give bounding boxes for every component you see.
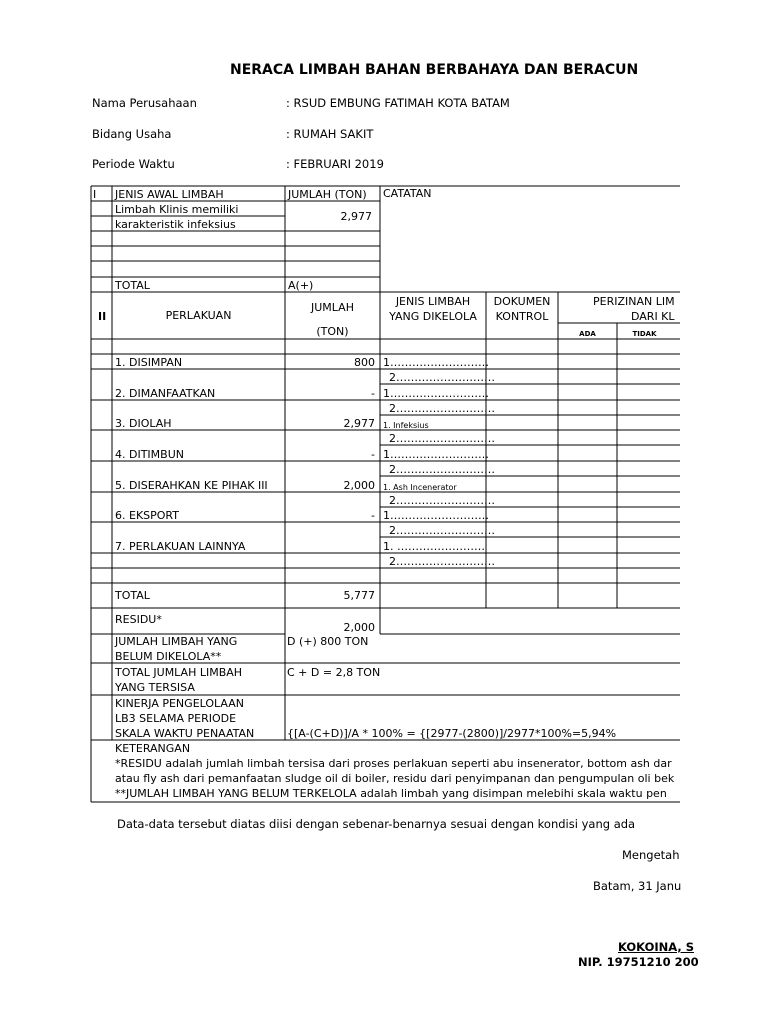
treatment-waste-1: 1………………………: [383, 356, 489, 369]
treatment-waste-1: 1. Infeksius: [383, 421, 429, 430]
treatment-label: 1. DISIMPAN: [115, 356, 183, 369]
performance-label-line-3: SKALA WAKTU PENAATAN: [115, 727, 255, 740]
company-value: : RSUD EMBUNG FATIMAH KOTA BATAM: [286, 96, 510, 110]
section-2-total-label: TOTAL: [115, 589, 150, 602]
treatment-label: 7. PERLAKUAN LAINNYA: [115, 540, 246, 553]
col-perizinan-line-1: PERIZINAN LIM: [593, 295, 675, 308]
col-dokumen-line-2: KONTROL: [495, 310, 549, 323]
treatment-waste-1: 1. Ash Incenerator: [383, 483, 457, 492]
treatment-waste-2: 2………………………: [389, 463, 495, 476]
treatment-waste-1: 1………………………: [383, 509, 489, 522]
col-jenis-awal-limbah: JENIS AWAL LIMBAH: [115, 188, 224, 201]
period-label: Periode Waktu: [92, 157, 175, 171]
remaining-label-line-2: YANG TERSISA: [115, 681, 195, 694]
business-label: Bidang Usaha: [92, 127, 172, 141]
document-title: NERACA LIMBAH BAHAN BERBAHAYA DAN BERACUN: [230, 62, 639, 78]
notes-line-2: atau fly ash dari pemanfaatan sludge oil di boiler, residu dari penyimpanan dan pengumpulan oli bek: [115, 772, 675, 785]
performance-label-line-1: KINERJA PENGELOLAAN: [115, 697, 244, 710]
residu-value: 2,000: [343, 621, 375, 634]
col-ada: ADA: [579, 330, 596, 338]
waste-amount: 2,977: [340, 210, 372, 223]
treatment-value: -: [371, 387, 375, 400]
business-value: : RUMAH SAKIT: [286, 127, 374, 141]
section-1-total-label: TOTAL: [115, 279, 150, 292]
section-1-total-value: A(+): [288, 279, 314, 292]
performance-formula: {[A-(C+D)]/A * 100% = {[2977-(2800)]/2977*100%=5,94%: [287, 727, 617, 740]
treatment-waste-2: 2………………………: [389, 371, 495, 384]
treatment-waste-2: 2………………………: [389, 402, 495, 415]
col-tidak: TIDAK: [632, 330, 657, 338]
acknowledged-label: Mengetah: [622, 848, 680, 862]
treatment-waste-2: 2………………………: [389, 555, 495, 568]
treatment-waste-1: 1………………………: [383, 448, 489, 461]
col-jumlah-ton: JUMLAH (TON): [288, 188, 367, 201]
place-date: Batam, 31 Janu: [593, 879, 682, 893]
notes-line-1: *RESIDU adalah jumlah limbah tersisa dari proses perlakuan seperti abu insenerator, bottom ash dar: [115, 757, 672, 770]
remaining-label-line-1: TOTAL JUMLAH LIMBAH: [115, 666, 243, 679]
treatment-waste-2: 2………………………: [389, 494, 495, 507]
treatment-waste-2: 2………………………: [389, 524, 495, 537]
col-jumlah-line-1: JUMLAH: [311, 301, 354, 314]
notes-line-3: **JUMLAH LIMBAH YANG BELUM TERKELOLA adalah limbah yang disimpan melebihi skala waktu pen: [115, 787, 667, 800]
treatment-waste-2: 2………………………: [389, 432, 495, 445]
period-value: : FEBRUARI 2019: [286, 157, 384, 171]
col-catatan: CATATAN: [383, 187, 432, 200]
treatment-label: 5. DISERAHKAN KE PIHAK III: [115, 479, 268, 492]
treatment-value: 2,000: [343, 479, 375, 492]
treatment-value: 800: [354, 356, 375, 369]
col-jumlah-line-2: (TON): [316, 325, 349, 338]
remaining-value: C + D = 2,8 TON: [287, 666, 381, 679]
unmanaged-label-line-2: BELUM DIKELOLA**: [115, 650, 222, 663]
signatory-nip: NIP. 19751210 200: [578, 955, 699, 969]
col-perlakuan: PERLAKUAN: [165, 309, 232, 322]
performance-label-line-2: LB3 SELAMA PERIODE: [115, 712, 237, 725]
col-jenis-limbah-line-2: YANG DIKELOLA: [389, 310, 477, 323]
waste-type-line-1: Limbah Klinis memiliki: [115, 203, 239, 216]
unmanaged-label-line-1: JUMLAH LIMBAH YANG: [115, 635, 238, 648]
treatment-label: 3. DIOLAH: [115, 417, 172, 430]
residu-label: RESIDU*: [115, 613, 162, 626]
treatment-waste-1: 1………………………: [383, 387, 489, 400]
statement-text: Data-data tersebut diatas diisi dengan sebenar-benarnya sesuai dengan kondisi yang ada: [117, 817, 636, 831]
notes-title: KETERANGAN: [115, 742, 191, 755]
treatment-value: 2,977: [343, 417, 375, 430]
treatment-label: 6. EKSPORT: [115, 509, 179, 522]
treatment-value: -: [371, 509, 375, 522]
col-dokumen-line-1: DOKUMEN: [493, 295, 551, 308]
unmanaged-value: D (+) 800 TON: [287, 635, 369, 648]
treatment-value: -: [371, 448, 375, 461]
treatment-waste-1: 1. ……………………: [383, 540, 485, 553]
signatory-name: KOKOINA, S: [618, 940, 695, 954]
company-label: Nama Perusahaan: [92, 96, 197, 110]
treatment-label: 2. DIMANFAATKAN: [115, 387, 216, 400]
col-perizinan-line-2: DARI KL: [631, 310, 675, 323]
section-1-number: I: [93, 188, 97, 201]
col-jenis-limbah-line-1: JENIS LIMBAH: [395, 295, 471, 308]
section-2-total-value: 5,777: [343, 589, 375, 602]
treatment-label: 4. DITIMBUN: [115, 448, 184, 461]
waste-type-line-2: karakteristik infeksius: [115, 218, 236, 231]
section-2-number: II: [98, 310, 107, 323]
